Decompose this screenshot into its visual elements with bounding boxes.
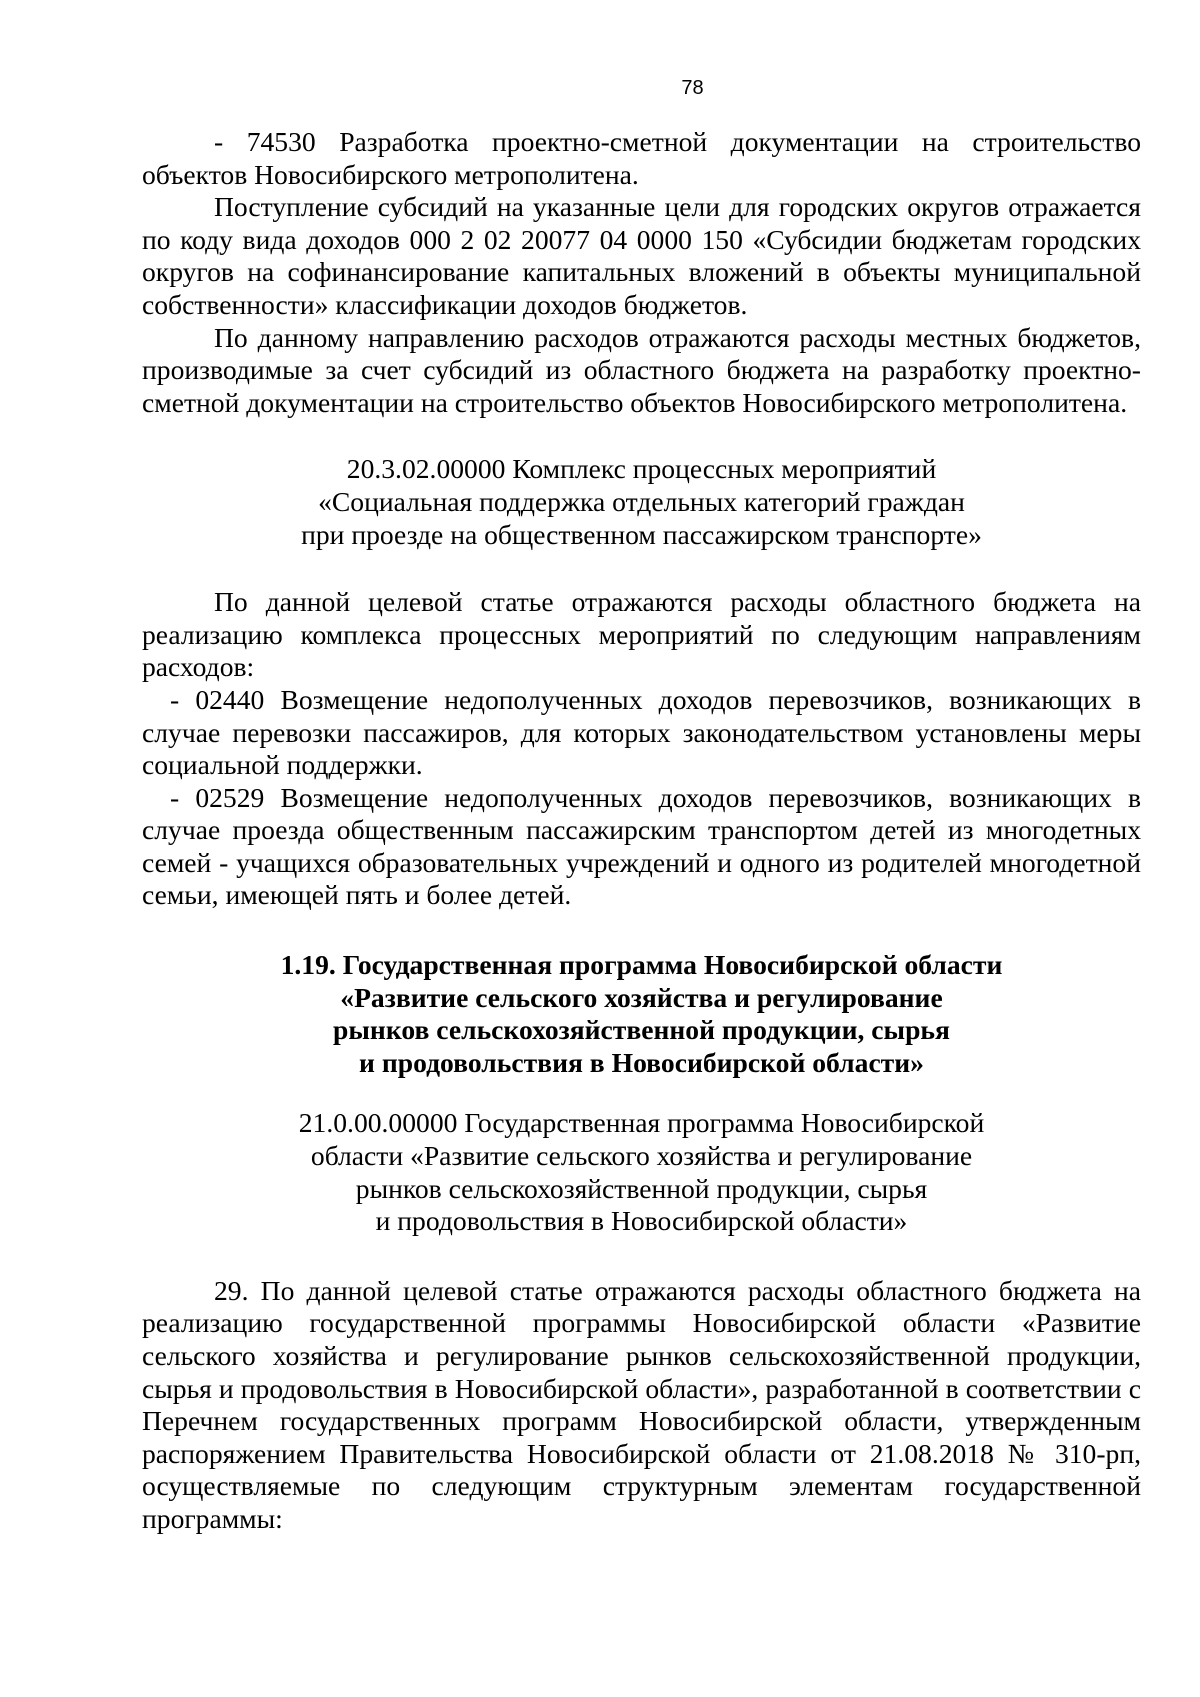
heading-20-3-line3: при проезде на общественном пассажирском транспорте» [301,518,982,550]
heading-21-line1: 21.0.00.00000 Государственная программа Новосибирской [298,1107,985,1139]
paragraph-29: 29. По данной целевой статье отражаются расходы областного бюджета на реализацию государственной программы Новосибирской области «Развитие сельского хозяйства и регулирование рынков сельскохозяйственной продукции, сырья и продовольствия в Новосибирской области», разработанной в соответствии с Перечнем государственных программ Новосибирской области, утвержденным распоряжением Правительства Новосибирской области от 21.08.2018 № 310-рп, осуществляемые по следующим структурным элементам государственной программы: [142,1274,1141,1534]
heading-20-3-line1: 20.3.02.00000 Комплекс процессных мероприятий [346,453,937,485]
heading-21-line3: рынков сельскохозяйственной продукции, сырья [355,1172,928,1204]
heading-21-line2: области «Развитие сельского хозяйства и регулирование [310,1140,973,1172]
paragraph-subsidies-income: Поступление субсидий на указанные цели для городских округов отражается по коду вида доходов 000 2 02 20077 04 0000 150 «Субсидии бюджетам городских округов на софинансирование капитальных вложений в объекты муниципальной собственности» классификации доходов бюджетов. [142,191,1141,320]
section-title-1-19 [142,949,1141,1079]
paragraph-target-article: По данной целевой статье отражаются расходы областного бюджета на реализацию комплекса процессных мероприятий по следующим направлениям расходов: [142,586,1141,683]
paragraph-74530: - 74530 Разработка проектно-сметной документации на строительство объектов Новосибирского метрополитена. [142,126,1141,190]
page-number: 78 [681,77,704,99]
section-1-19-line3: рынков сельскохозяйственной продукции, сырья [333,1014,950,1046]
heading-20-3-line2: «Социальная поддержка отдельных категорий граждан [318,485,965,517]
heading-21-0-00 [142,1107,1141,1237]
section-1-19-line2: «Развитие сельского хозяйства и регулирование [340,981,943,1013]
paragraph-02529: - 02529 Возмещение недополученных доходов перевозчиков, возникающих в случае проезда общественным пассажирским транспортом детей из многодетных семей - учащихся образовательных учреждений и одного из родителей многодетной семьи, имеющей пять и более детей. [142,781,1141,911]
heading-21-line4: и продовольствия в Новосибирской области» [375,1205,908,1237]
paragraph-local-budgets: По данному направлению расходов отражаются расходы местных бюджетов, производимые за счет субсидий из областного бюджета на разработку проектно-сметной документации на строительство объектов Новосибирского метрополитена. [142,321,1141,418]
heading-20-3-02 [142,453,1141,551]
section-1-19-line1: 1.19. Государственная программа Новосибирской области [280,949,1003,981]
section-1-19-line4: и продовольствия в Новосибирской области» [359,1046,924,1078]
paragraph-02440: - 02440 Возмещение недополученных доходов перевозчиков, возникающих в случае перевозки пассажиров, для которых законодательством установлены меры социальной поддержки. [142,683,1141,781]
document-body [142,126,1141,1536]
